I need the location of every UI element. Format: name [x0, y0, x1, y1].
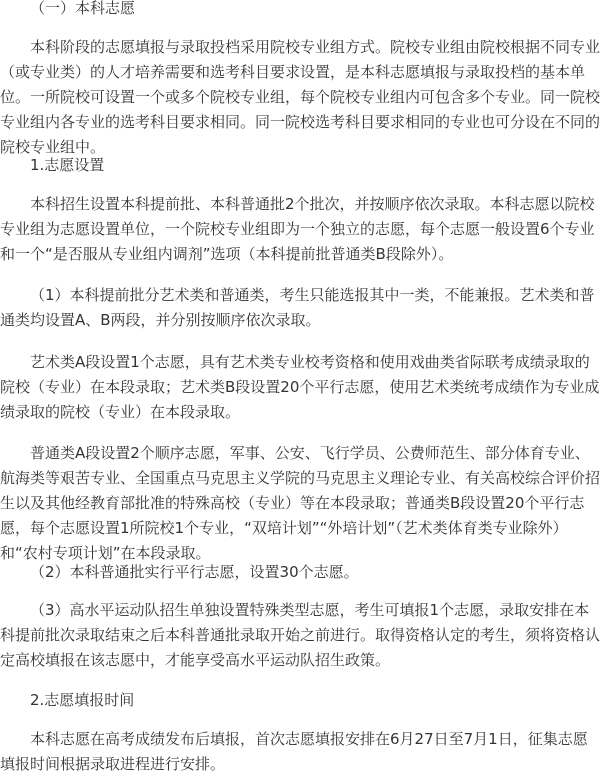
paragraph-regular-batch: （2）本科普通批实行平行志愿，设置30个志愿。 [30, 563, 359, 581]
subheading-filing-time: 2.志愿填报时间 [30, 691, 135, 709]
section-heading-undergraduate: （一）本科志愿 [30, 0, 136, 17]
paragraph-early-batch: （1）本科提前批分艺术类和普通类，考生只能选报其中一类，不能兼报。艺术类和普通类均设置A、B两段，并分别按顺序依次录取。 [0, 286, 595, 329]
paragraph-filing-time: 本科志愿在高考成绩发布后填报，首次志愿填报安排在6月27日至7月1日，征集志愿填报时间根据录取进程进行安排。 [0, 730, 588, 773]
paragraph-intro: 本科阶段的志愿填报与录取投档采用院校专业组方式。院校专业组由院校根据不同专业（或专业类）的人才培养需要和选考科目要求设置，是本科志愿填报与录取投档的基本单位。一所院校可设置一个或多个院校专业组，每个院校专业组内可包含多个专业。同一院校专业组内各专业的选考科目要求相同。同一院校选考科目要求相同的专业也可分设在不同的院校专业组中。 [0, 38, 600, 156]
paragraph-batches: 本科招生设置本科提前批、本科普通批2个批次，并按顺序依次录取。本科志愿以院校专业组为志愿设置单位，一个院校专业组即为一个独立的志愿，每个志愿一般设置6个专业和一个“是否服从专业组内调剂”选项（本科提前批普通类B段除外）。 [0, 195, 595, 263]
subheading-volunteer-setup: 1.志愿设置 [30, 156, 105, 174]
paragraph-sports-team: （3）高水平运动队招生单独设置特殊类型志愿，考生可填报1个志愿，录取安排在本科提前批次录取结束之后本科普通批录取开始之前进行。取得资格认定的考生，须将资格认定高校填报在该志愿中，才能享受高水平运动队招生政策。 [0, 601, 600, 669]
paragraph-art-category: 艺术类A段设置1个志愿，具有艺术类专业校考资格和使用戏曲类省际联考成绩录取的院校（专业）在本段录取；艺术类B段设置20个平行志愿，使用艺术类统考成绩作为专业成绩录取的院校（专业）在本段录取。 [0, 353, 600, 421]
paragraph-general-category: 普通类A段设置2个顺序志愿，军事、公安、飞行学员、公费师范生、部分体育专业、航海类等艰苦专业、全国重点马克思主义学院的马克思主义理论专业、有关高校综合评价招生以及其他经教育部批准的特殊高校（专业）等在本段录取；普通类B段设置20个平行志愿，每个志愿设置1所院校1个专业，“双培计划”“外培计划”（艺术类体育类专业除外）和“农村专项计划”在本段录取。 [0, 444, 600, 562]
